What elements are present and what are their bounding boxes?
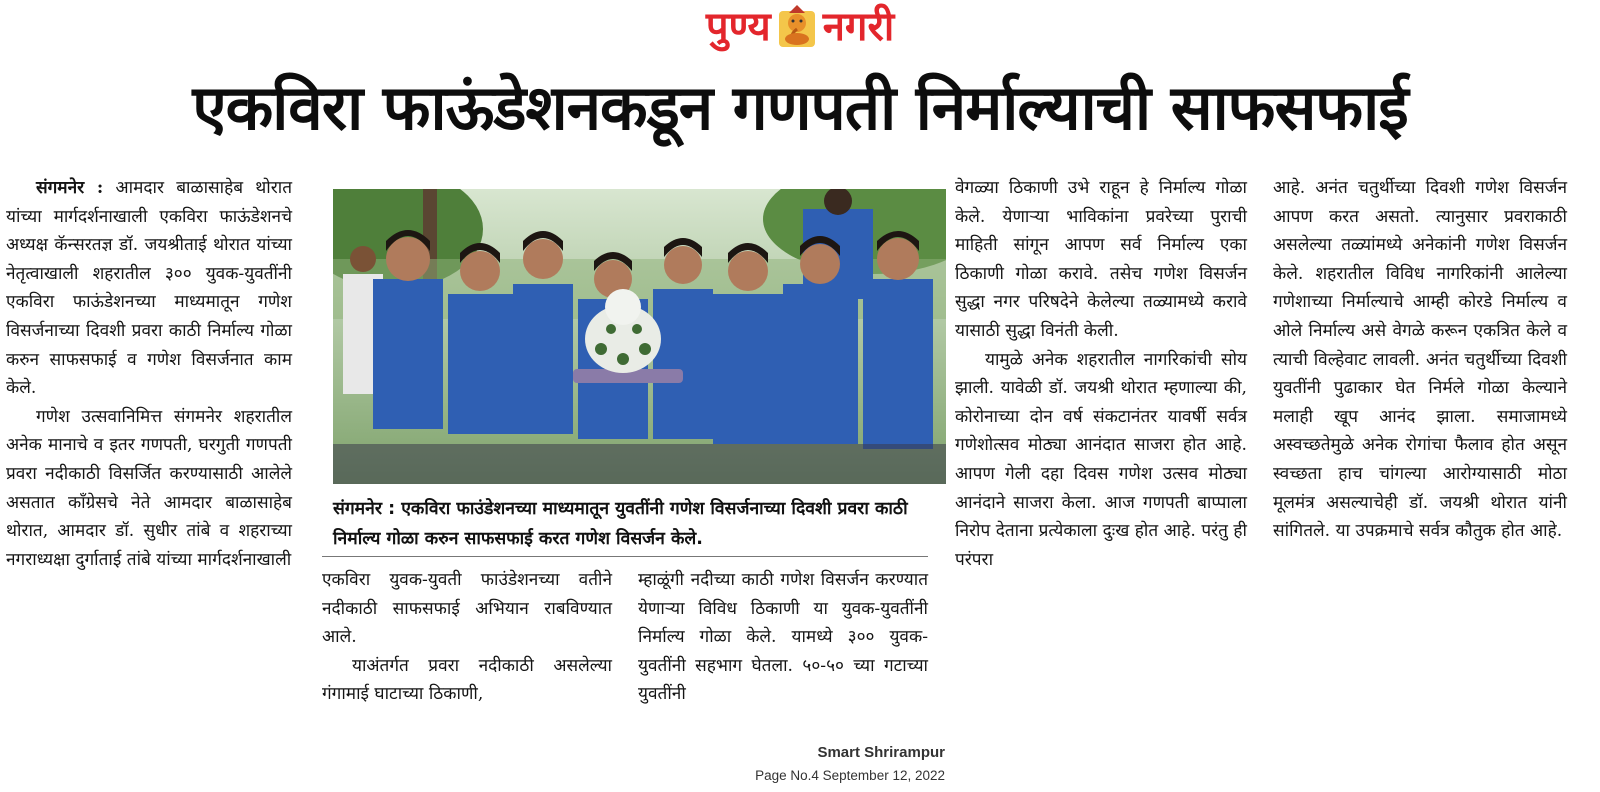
column-1-paragraph-2: गणेश उत्सवानिमित्त संगमनेर शहरातील अनेक मानाचे व इतर गणपती, घरगुती गणपती प्रवरा नदीकाठी विसर्जित करण्यासाठी आलेले असतात काँग्रेसचे नेते आमदार बाळासाहेब थोरात, आमदार डॉ. सुधीर तांबे व शहराच्या नगराध्यक्षा दुर्गाताई तांबे यांच्या मार्गदर्शनाखाली (6, 406, 292, 570)
caption-divider (322, 556, 928, 557)
masthead-left: पुण्य (705, 4, 771, 50)
column-3 (638, 566, 928, 709)
news-photo (333, 189, 946, 484)
masthead-right: नगरी (822, 4, 895, 50)
headline: एकविरा फाऊंडेशनकडून गणपती निर्माल्याची साफसफाई (192, 71, 1408, 144)
column-1 (6, 174, 292, 574)
column-2 (322, 566, 612, 709)
column-4 (955, 174, 1247, 574)
column-2-paragraph-2: याअंतर्गत प्रवरा नदीकाठी असलेल्या गंगामाई घाटाच्या ठिकाणी, (322, 655, 612, 705)
dateline: संगमनेर : (36, 178, 104, 198)
column-4-paragraph-2: यामुळे अनेक शहरातील नागरिकांची सोय झाली. यावेळी डॉ. जयश्री थोरात म्हणाल्या की, कोरोनाच्या दोन वर्ष संकटानंतर यावर्षी सर्वत्र गणेशोत्सव मोठ्या आनंदात साजरा होत आहे. आपण गेली दहा दिवस गणेश उत्सव मोठ्या आनंदाने साजरा केला. आज गणपती बाप्पाला निरोप देताना प्रत्येकाला दुःख होत आहे. परंतु ही परंपरा (955, 349, 1247, 570)
column-5 (1273, 174, 1567, 546)
column-1-paragraph-1-text: आमदार बाळासाहेब थोरात यांच्या मार्गदर्शनाखाली एकविरा फाऊंडेशनचे अध्यक्ष कॅन्सरतज्ञ डॉ. जयश्रीताई थोरात यांच्या नेतृत्वाखाली शहरातील ३०० युवक-युवतींनी एकविरा फाऊंडेशनच्या माध्यमातून गणेश विसर्जनाच्या दिवशी प्रवरा काठी निर्माल्य गोळा करुन साफसफाई व गणेश विसर्जनात काम केले. (6, 178, 292, 399)
column-1-paragraph-1 (6, 174, 292, 403)
footer-publication: Smart Shrirampur (817, 744, 945, 761)
column-2-paragraph-1: एकविरा युवक-युवती फाउंडेशनच्या वतीने नदीकाठी साफसफाई अभियान राबविण्यात आले. (322, 570, 612, 648)
column-4-paragraph-1: वेगळ्या ठिकाणी उभे राहून हे निर्माल्य गोळा केले. येणाऱ्या भाविकांना प्रवरेच्या पुराची माहिती सांगून आपण सर्व निर्माल्य एका ठिकाणी गोळा करावे. तसेच गणेश विसर्जन सुद्धा नगर परिषदेने केलेल्या तळ्यामध्ये करावे यासाठी सुद्धा विनंती केली. (955, 178, 1247, 341)
photo-caption: संगमनेर : एकविरा फाउंडेशनच्या माध्यमातून युवतींनी गणेश विसर्जनाच्या दिवशी प्रवरा काठी निर्माल्य गोळा करुन साफसफाई करत गणेश विसर्जन केले. (333, 499, 908, 549)
footer-page-info: Page No.4 September 12, 2022 (755, 768, 945, 783)
column-5-paragraph-1: आहे. अनंत चतुर्थीच्या दिवशी गणेश विसर्जन आपण करत असतो. त्यानुसार प्रवराकाठी असलेल्या तळ्यांमध्ये अनेकांनी गणेश विसर्जन केले. शहरातील विविध नागरिकांनी आलेल्या गणेशाच्या निर्माल्याचे आम्ही कोरडे निर्माल्य व ओले निर्माल्य असे वेगळे करून एकत्रित केले व त्याची विल्हेवाट लावली. अनंत चतुर्थीच्या दिवशी युवतींनी पुढाकार घेत निर्मले गोळा केल्याने मलाही खूप आनंद झाला. समाजामध्ये अस्वच्छतेमुळे अनेक रोगांचा फैलाव होत असून स्वच्छता हाच चांगल्या आरोग्यासाठी मोठा मूलमंत्र असल्याचेही डॉ. जयश्री थोरात यांनी सांगितले. या उपक्रमाचे सर्वत्र कौतुक होत आहे. (1273, 178, 1567, 542)
ganesha-logo-icon (777, 5, 817, 49)
column-3-paragraph-1: म्हाळूंगी नदीच्या काठी गणेश विसर्जन करण्यात येणाऱ्या विविध ठिकाणी या युवक-युवतींनी निर्माल्य गोळा केले. यामध्ये ३०० युवक-युवतींनी सहभाग घेतला. ५०-५० च्या गटाच्या युवतींनी (638, 570, 928, 705)
masthead (0, 4, 1600, 50)
